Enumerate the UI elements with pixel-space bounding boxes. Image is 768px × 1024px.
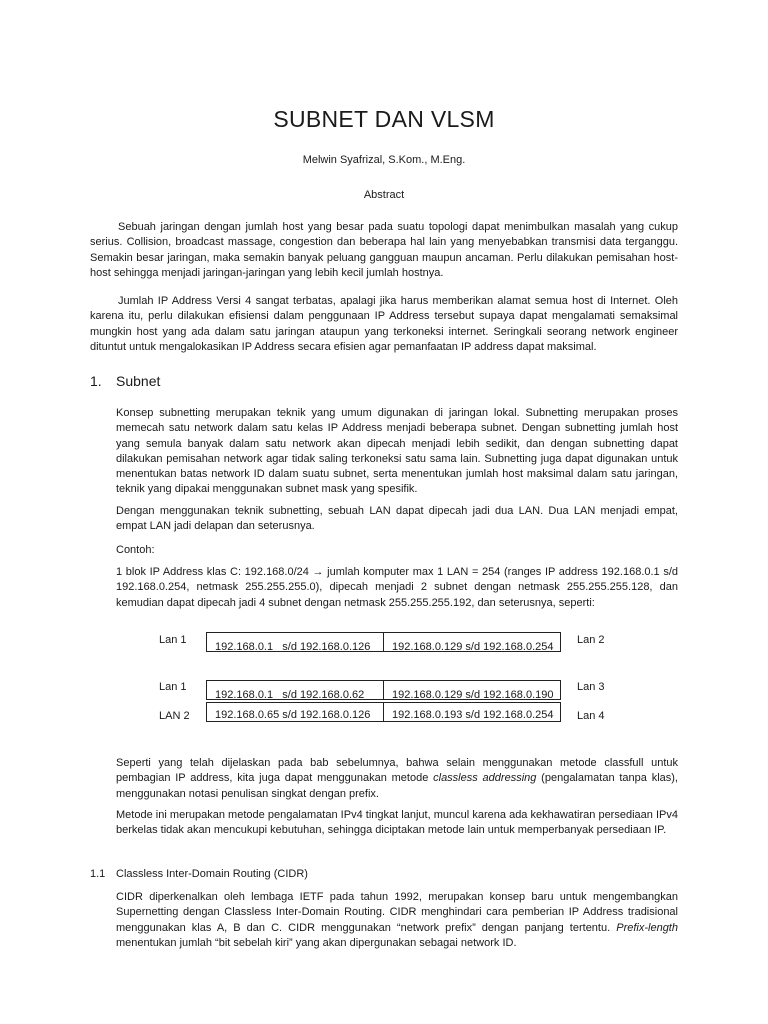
table1-left-range: 192.168.0.1 s/d 192.168.0.126 bbox=[207, 633, 384, 651]
table2-row2-ip-box bbox=[206, 702, 561, 722]
subnet-paragraph-2: Dengan menggunakan teknik subnetting, sebuah LAN dapat dipecah jadi dua LAN. Dua LAN menjadi empat, empat LAN jadi delapan dan seterusnya. bbox=[116, 505, 678, 533]
table1-ip-box bbox=[206, 632, 561, 652]
section-1-1-heading bbox=[90, 868, 308, 880]
cidr-paragraph-post: menentukan jumlah “bit sebelah kiri” yang akan dipergunakan sebagai network ID. bbox=[116, 936, 517, 949]
cidr-paragraph-pre: CIDR diperkenalkan oleh lembaga IETF pada tahun 1992, merupakan konsep baru untuk mengembangkan Supernetting dengan Classless Inter-Domain Routing. CIDR menghindari cara pemberian IP Address tradisional menggunakan klas A, B dan C. CIDR menggunakan “network prefix” dengan panjang tertentu. bbox=[116, 891, 678, 934]
cidr-paragraph bbox=[116, 890, 678, 951]
section-1-title: Subnet bbox=[116, 373, 161, 389]
ipv4-method-paragraph: Metode ini merupakan metode pengalamatan IPv4 tingkat lanjut, muncul karena ada kekhawatiran persediaan IPv4 berkelas tidak akan mencukupi kebutuhan, sehingga diciptakan metode lain untuk memperbanyak persediaan IP. bbox=[116, 809, 678, 837]
section-1-1-title: Classless Inter-Domain Routing (CIDR) bbox=[116, 868, 308, 880]
subnet-paragraph-1: Konsep subnetting merupakan teknik yang umum digunakan di jaringan lokal. Subnetting merupakan proses memecah satu network dalam satu kelas IP Address menjadi beberapa subnet. Dengan subnetting jumlah host yang semula banyak dalam satu network akan dipecah menjadi lebih sedikit, dan dengan subnetting dapat dilakukan pemisahan network agar tidak saling terkoneksi satu sama lain. Subnetting juga dapat digunakan untuk menentukan batas network ID dalam suatu subnet, serta menentukan jumlah host maksimal dalam satu jaringan, teknik yang dipakai menggunakan subnet mask yang spesifik. bbox=[116, 407, 678, 496]
cidr-paragraph-emphasis: Prefix-length bbox=[616, 921, 678, 934]
table2-row2-left-label: LAN 2 bbox=[159, 710, 190, 722]
table2-row1-left-range: 192.168.0.1 s/d 192.168.0.62 bbox=[207, 681, 384, 699]
document-title: SUBNET DAN VLSM bbox=[273, 106, 495, 132]
table1-left-label: Lan 1 bbox=[159, 634, 187, 646]
section-1-number: 1. bbox=[90, 373, 102, 389]
classless-paragraph bbox=[116, 756, 678, 802]
table2-row1-right-range: 192.168.0.129 s/d 192.168.0.190 bbox=[392, 689, 554, 701]
table1-right-label: Lan 2 bbox=[577, 634, 605, 646]
classless-paragraph-post: (pengalamatan tanpa klas), menggunakan notasi penulisan singkat dengan prefix. bbox=[116, 772, 678, 800]
abstract-paragraph-2: Jumlah IP Address Versi 4 sangat terbatas, apalagi jika harus memberikan alamat semua host di Internet. Oleh karena itu, perlu dilakukan efisiensi dalam penggunaan IP Address tersebut supaya dapat mengalamati semaksimal mungkin host yang ada dalam satu jaringan ataupun yang terkoneksi internet. Seringkali seorang network engineer dituntut untuk mengalokasikan IP Address secara efisien agar pemanfaatan IP address dapat maksimal. bbox=[90, 295, 678, 353]
classless-paragraph-pre: Seperti yang telah dijelaskan pada bab sebelumnya, bahwa selain menggunakan metode classfull untuk pembagian IP address, kita juga dapat menggunakan metode bbox=[116, 757, 678, 785]
abstract-heading: Abstract bbox=[363, 189, 405, 201]
abstract-paragraph-1: Sebuah jaringan dengan jumlah host yang besar pada suatu topologi dapat menimbulkan masalah yang cukup serius. Collision, broadcast massage, congestion dan beberapa hal lain yang menyebabkan transmisi data terganggu. Semakin besar jaringan, maka semakin banyak peluang gangguan maupun ancaman. Perlu dilakukan pemisahan host-host sehingga menjadi jaringan-jaringan yang lebih kecil jumlah hostnya. bbox=[90, 221, 678, 279]
section-1-heading bbox=[90, 373, 160, 389]
table2-row2-right-range: 192.168.0.193 s/d 192.168.0.254 bbox=[392, 709, 554, 721]
subnet-example-paragraph: 1 blok IP Address klas C: 192.168.0/24 → jumlah komputer max 1 LAN = 254 (ranges IP address 192.168.0.1 s/d 192.168.0.254, netmask 255.255.255.0), dipecah menjadi 2 subnet dengan netmask 255.255.255.128, dan kemudian dapat dipecah jadi 4 subnet dengan netmask 255.255.255.192, dan seterusnya, seperti: bbox=[116, 566, 678, 609]
table2-row2-right-label: Lan 4 bbox=[577, 710, 605, 722]
document-author: Melwin Syafrizal, S.Kom., M.Eng. bbox=[302, 154, 466, 166]
example-label: Contoh: bbox=[116, 544, 155, 556]
table2-row1-ip-box bbox=[206, 680, 561, 700]
table2-row2-left-range: 192.168.0.65 s/d 192.168.0.126 bbox=[207, 703, 384, 721]
table1-right-range: 192.168.0.129 s/d 192.168.0.254 bbox=[392, 641, 554, 653]
classless-paragraph-emphasis: classless addressing bbox=[433, 772, 537, 785]
table2-row1-right-label: Lan 3 bbox=[577, 681, 605, 693]
section-1-1-number: 1.1 bbox=[90, 868, 106, 880]
table2-row1-left-label: Lan 1 bbox=[159, 681, 187, 693]
